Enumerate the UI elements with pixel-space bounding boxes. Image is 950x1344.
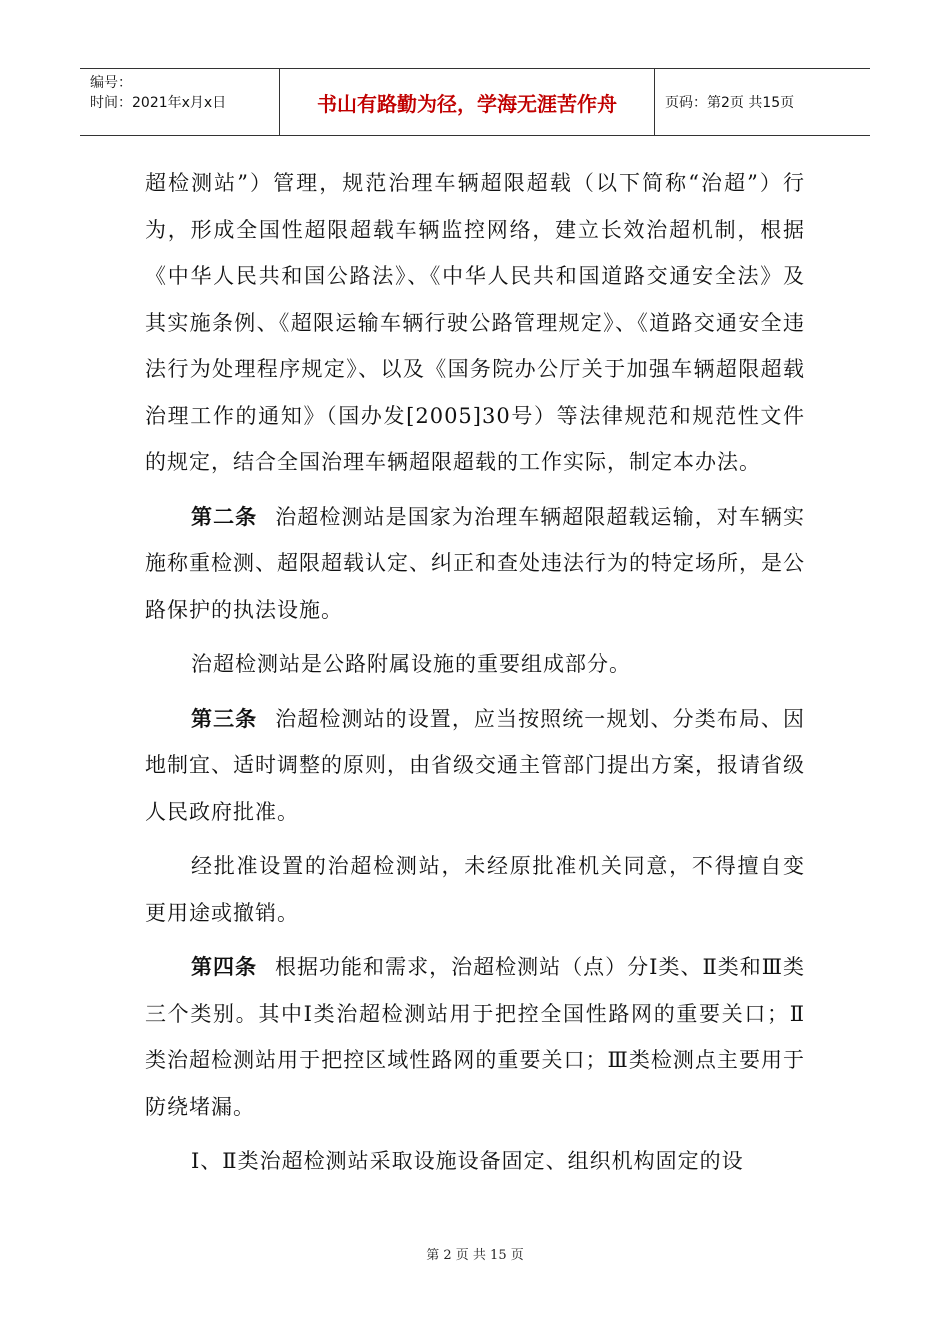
paragraph-facility: 治超检测站是公路附属设施的重要组成部分。 — [191, 652, 631, 676]
paragraph-continuation: 超检测站”）管理，规范治理车辆超限超载（以下简称“治超”）行为，形成全国性超限超载车辆监控网络，建立长效治超机制，根据《中华人民共和国公路法》、《中华人民共和国道路交通安全法》及其实施条例、《超限运输车辆行驶公路管理规定》、《道路交通安全违法行为处理程序规定》、以及《国务院办公厅关于加强车辆超限超载治理工作的通知》（国办发[2005]30号）等法律规范和规范性文件的规定，结合全国治理车辆超限超载的工作实际，制定本办法。 — [145, 171, 805, 474]
document-date: 时间：2021年x月x日 — [90, 95, 227, 111]
article-4-text: 根据功能和需求，治超检测站（点）分Ⅰ类、Ⅱ类和Ⅲ类三个类别。其中Ⅰ类治超检测站用于把控全国性路网的重要关口；Ⅱ类治超检测站用于把控区域性路网的重要关口；Ⅲ类检测点主要用于防绕堵漏。 — [145, 955, 806, 1119]
article-2-text: 治超检测站是国家为治理车辆超限超载运输，对车辆实施称重检测、超限超载认定、纠正和查处违法行为的特定场所，是公路保护的执法设施。 — [145, 504, 806, 622]
paragraph-approval: 经批准设置的治超检测站，未经原批准机关同意，不得擅自变更用途或撤销。 — [145, 854, 805, 925]
article-3 — [145, 696, 805, 836]
article-2 — [145, 494, 805, 634]
article-3-text: 治超检测站的设置，应当按照统一规划、分类布局、因地制宜、适时调整的原则，由省级交通主管部门提出方案，报请省级人民政府批准。 — [145, 706, 806, 824]
document-number-label: 编号： — [90, 75, 132, 91]
header-motto: 书山有路勤为径，学海无涯苦作舟 — [317, 91, 617, 116]
header-page-info: 页码：第2页 共15页 — [665, 95, 795, 111]
document-body — [145, 160, 805, 1185]
header-meta — [80, 69, 280, 135]
article-4-number: 第四条 — [191, 955, 258, 979]
article-3-number: 第三条 — [191, 706, 258, 731]
article-2-number: 第二条 — [191, 504, 258, 529]
paragraph-class-stations: Ⅰ、Ⅱ类治超检测站采取设施设备固定、组织机构固定的设 — [191, 1149, 744, 1173]
article-4 — [145, 944, 805, 1130]
page-footer: 第 2 页 共 15 页 — [426, 1248, 524, 1263]
header-motto-cell — [280, 69, 655, 135]
page-header — [80, 68, 870, 136]
